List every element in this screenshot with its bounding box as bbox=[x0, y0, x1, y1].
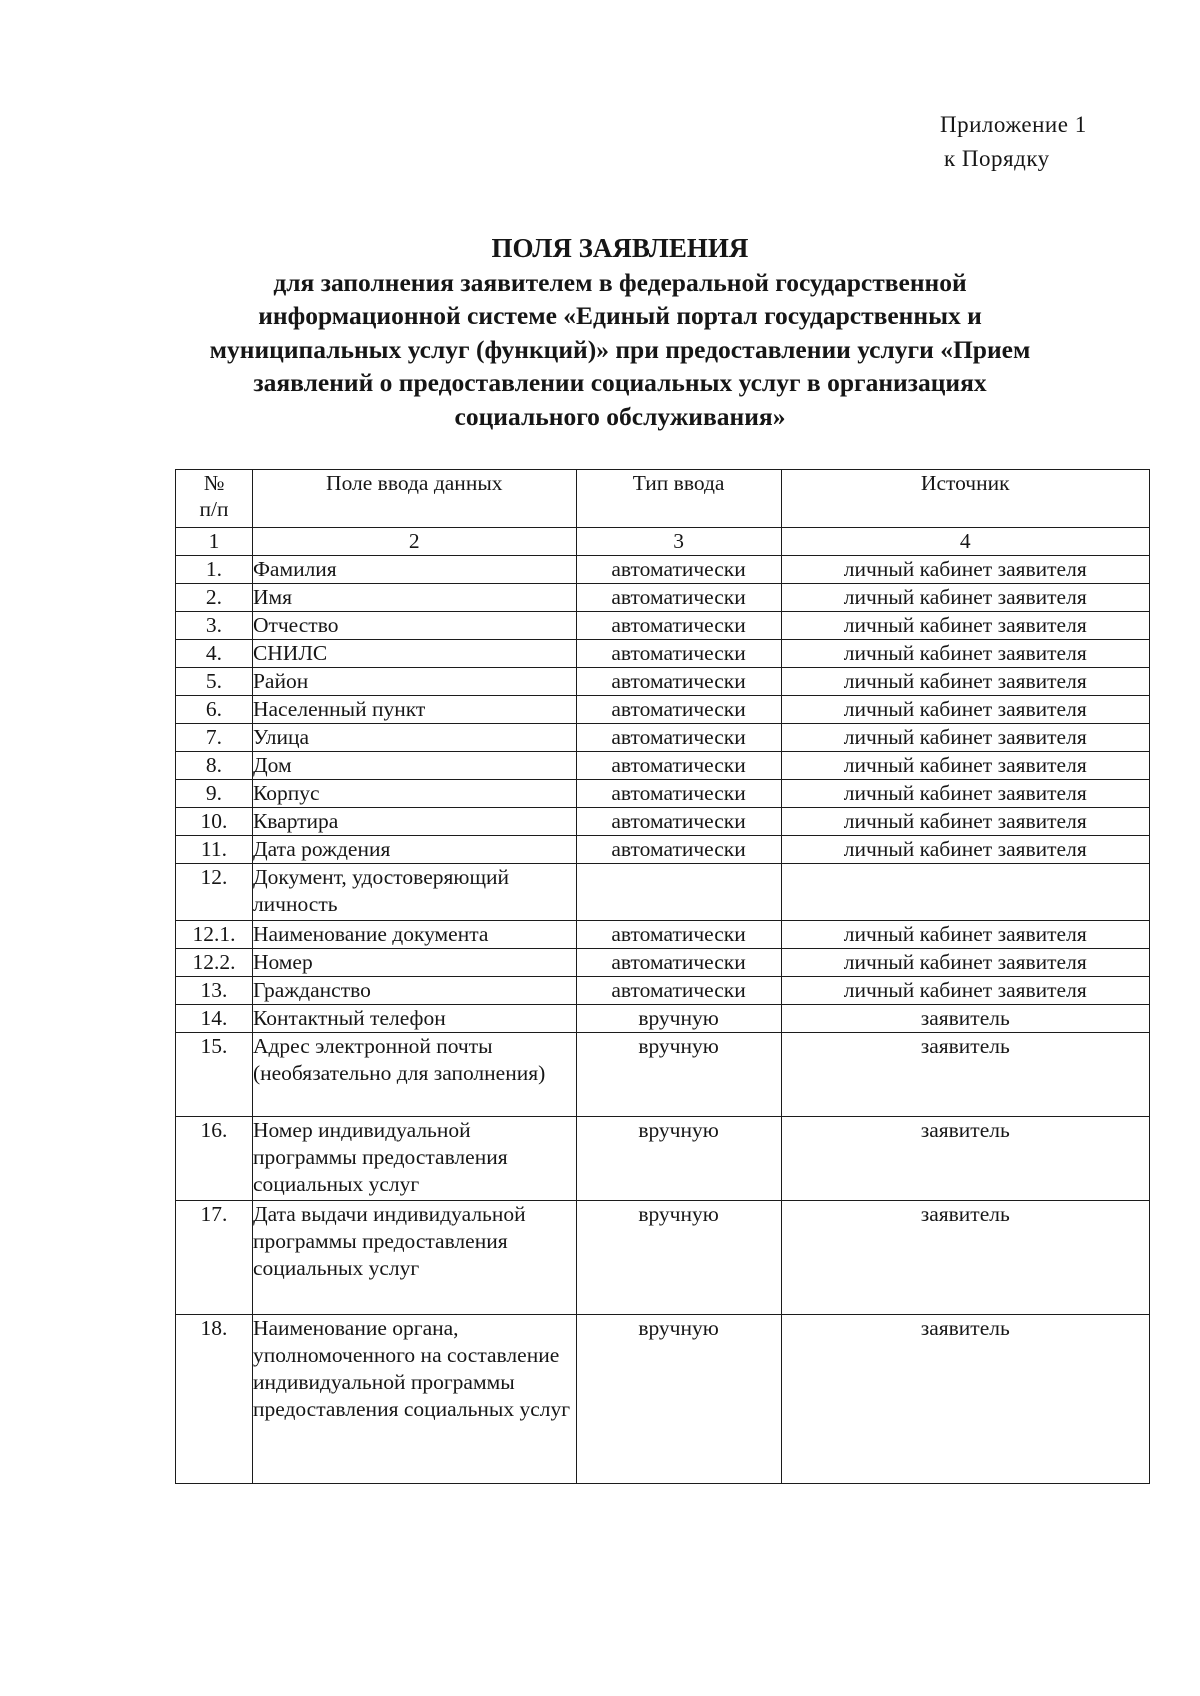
table-row bbox=[176, 556, 1150, 584]
row-number: 10. bbox=[176, 808, 253, 836]
row-number: 16. bbox=[176, 1117, 253, 1201]
row-field: Дата выдачи индивидуальной программы предоставления социальных услуг bbox=[252, 1201, 576, 1315]
row-field: Отчество bbox=[252, 612, 576, 640]
row-source: личный кабинет заявителя bbox=[781, 640, 1150, 668]
row-type: автоматически bbox=[576, 780, 781, 808]
row-source: личный кабинет заявителя bbox=[781, 780, 1150, 808]
table-row bbox=[176, 612, 1150, 640]
row-source: личный кабинет заявителя bbox=[781, 808, 1150, 836]
table-row bbox=[176, 724, 1150, 752]
row-source bbox=[781, 864, 1150, 921]
row-type bbox=[576, 864, 781, 921]
title-line-1: для заполнения заявителем в федеральной государственной bbox=[273, 267, 967, 297]
header-type: Тип ввода bbox=[576, 470, 781, 528]
header-source: Источник bbox=[781, 470, 1150, 528]
fields-table bbox=[175, 469, 1150, 1484]
table-header-row bbox=[176, 470, 1150, 528]
row-number: 12. bbox=[176, 864, 253, 921]
table-row bbox=[176, 921, 1150, 949]
table-row bbox=[176, 780, 1150, 808]
table-row bbox=[176, 696, 1150, 724]
row-number: 12.2. bbox=[176, 949, 253, 977]
row-source: заявитель bbox=[781, 1117, 1150, 1201]
row-type: автоматически bbox=[576, 977, 781, 1005]
row-field: Корпус bbox=[252, 780, 576, 808]
row-source: заявитель bbox=[781, 1315, 1150, 1484]
row-number: 18. bbox=[176, 1315, 253, 1484]
header-num bbox=[176, 470, 253, 528]
table-row bbox=[176, 584, 1150, 612]
title-line-2: информационной системе «Единый портал государственных и bbox=[258, 301, 982, 330]
row-type: автоматически bbox=[576, 752, 781, 780]
column-number: 1 bbox=[176, 528, 253, 556]
row-field: Гражданство bbox=[252, 977, 576, 1005]
row-type: автоматически bbox=[576, 836, 781, 864]
row-number: 8. bbox=[176, 752, 253, 780]
row-source: личный кабинет заявителя bbox=[781, 949, 1150, 977]
row-type: автоматически bbox=[576, 668, 781, 696]
title-line-3: муниципальных услуг (функций)» при предоставлении услуги «Прием bbox=[209, 334, 1031, 364]
row-source: личный кабинет заявителя bbox=[781, 556, 1150, 584]
table-row bbox=[176, 836, 1150, 864]
row-field: Наименование органа, уполномоченного на составление индивидуальной программы предоставления социальных услуг bbox=[252, 1315, 576, 1484]
table-row bbox=[176, 1201, 1150, 1315]
table-row bbox=[176, 808, 1150, 836]
row-type: автоматически bbox=[576, 724, 781, 752]
column-numbers-row bbox=[176, 528, 1150, 556]
title-line-5: социального обслуживания» bbox=[454, 401, 786, 431]
table-row bbox=[176, 668, 1150, 696]
column-number: 2 bbox=[252, 528, 576, 556]
appendix-line-1: Приложение 1 bbox=[940, 112, 1087, 137]
row-source: личный кабинет заявителя bbox=[781, 612, 1150, 640]
row-type: автоматически bbox=[576, 808, 781, 836]
row-number: 15. bbox=[176, 1033, 253, 1117]
row-type: вручную bbox=[576, 1005, 781, 1033]
table-row bbox=[176, 1033, 1150, 1117]
row-source: заявитель bbox=[781, 1201, 1150, 1315]
row-type: автоматически bbox=[576, 584, 781, 612]
appendix-note bbox=[940, 108, 1087, 176]
table-row bbox=[176, 949, 1150, 977]
row-number: 9. bbox=[176, 780, 253, 808]
row-number: 7. bbox=[176, 724, 253, 752]
row-number: 5. bbox=[176, 668, 253, 696]
row-type: автоматически bbox=[576, 556, 781, 584]
row-field: Фамилия bbox=[252, 556, 576, 584]
table-row bbox=[176, 1117, 1150, 1201]
row-type: автоматически bbox=[576, 612, 781, 640]
row-field: СНИЛС bbox=[252, 640, 576, 668]
row-type: автоматически bbox=[576, 640, 781, 668]
row-source: заявитель bbox=[781, 1033, 1150, 1117]
row-field: Номер индивидуальной программы предоставления социальных услуг bbox=[252, 1117, 576, 1201]
row-number: 3. bbox=[176, 612, 253, 640]
row-number: 6. bbox=[176, 696, 253, 724]
table-row bbox=[176, 1315, 1150, 1484]
row-field: Дата рождения bbox=[252, 836, 576, 864]
row-source: заявитель bbox=[781, 1005, 1150, 1033]
row-number: 13. bbox=[176, 977, 253, 1005]
row-field: Контактный телефон bbox=[252, 1005, 576, 1033]
row-source: личный кабинет заявителя bbox=[781, 921, 1150, 949]
row-source: личный кабинет заявителя bbox=[781, 836, 1150, 864]
document-title bbox=[180, 232, 1060, 433]
row-field: Имя bbox=[252, 584, 576, 612]
row-field: Документ, удостоверяющий личность bbox=[252, 864, 576, 921]
row-type: вручную bbox=[576, 1315, 781, 1484]
column-number: 4 bbox=[781, 528, 1150, 556]
row-field: Населенный пункт bbox=[252, 696, 576, 724]
row-field: Адрес электронной почты (необязательно для заполнения) bbox=[252, 1033, 576, 1117]
row-number: 12.1. bbox=[176, 921, 253, 949]
row-source: личный кабинет заявителя bbox=[781, 724, 1150, 752]
title-main: ПОЛЯ ЗАЯВЛЕНИЯ bbox=[491, 233, 749, 263]
row-field: Дом bbox=[252, 752, 576, 780]
row-type: вручную bbox=[576, 1117, 781, 1201]
row-number: 1. bbox=[176, 556, 253, 584]
row-source: личный кабинет заявителя bbox=[781, 977, 1150, 1005]
table-row bbox=[176, 752, 1150, 780]
row-number: 11. bbox=[176, 836, 253, 864]
header-num-line-2: п/п bbox=[199, 497, 229, 521]
header-num-line-1: № bbox=[203, 471, 225, 495]
row-field: Номер bbox=[252, 949, 576, 977]
row-type: автоматически bbox=[576, 696, 781, 724]
row-source: личный кабинет заявителя bbox=[781, 668, 1150, 696]
title-line-4: заявлений о предоставлении социальных услуг в организациях bbox=[253, 368, 987, 397]
row-number: 14. bbox=[176, 1005, 253, 1033]
row-number: 4. bbox=[176, 640, 253, 668]
appendix-line-2: к Порядку bbox=[944, 146, 1050, 171]
row-source: личный кабинет заявителя bbox=[781, 752, 1150, 780]
row-type: вручную bbox=[576, 1033, 781, 1117]
row-type: автоматически bbox=[576, 949, 781, 977]
table-row bbox=[176, 1005, 1150, 1033]
column-number: 3 bbox=[576, 528, 781, 556]
row-type: вручную bbox=[576, 1201, 781, 1315]
row-type: автоматически bbox=[576, 921, 781, 949]
row-field: Район bbox=[252, 668, 576, 696]
header-field: Поле ввода данных bbox=[252, 470, 576, 528]
row-number: 2. bbox=[176, 584, 253, 612]
row-field: Наименование документа bbox=[252, 921, 576, 949]
row-number: 17. bbox=[176, 1201, 253, 1315]
table-row bbox=[176, 640, 1150, 668]
row-field: Улица bbox=[252, 724, 576, 752]
row-source: личный кабинет заявителя bbox=[781, 584, 1150, 612]
row-source: личный кабинет заявителя bbox=[781, 696, 1150, 724]
table-row bbox=[176, 864, 1150, 921]
table-row bbox=[176, 977, 1150, 1005]
row-field: Квартира bbox=[252, 808, 576, 836]
